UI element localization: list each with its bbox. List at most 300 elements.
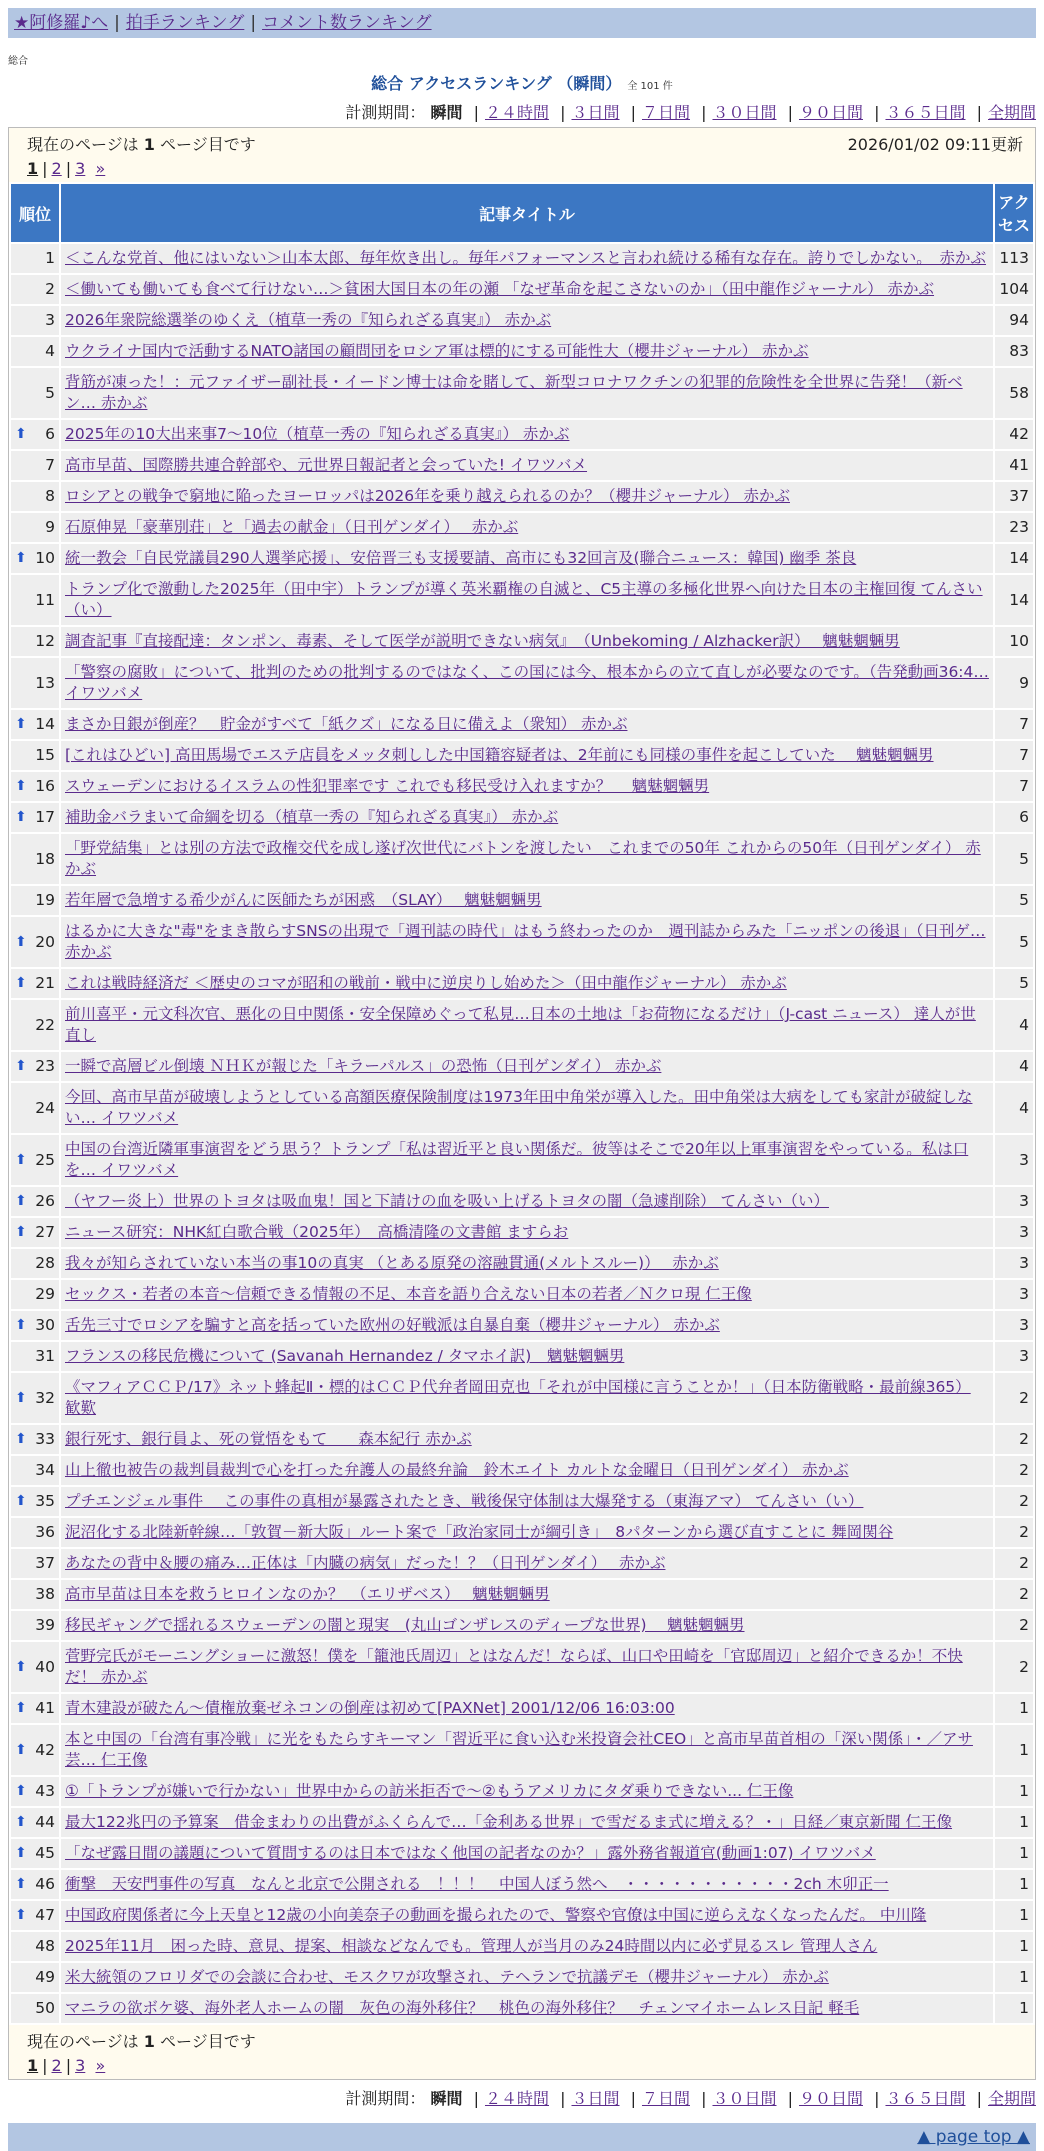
article-link[interactable]: 米大統領のフロリダでの会談に合わせ、モスクワが攻撃され、テヘランで抗議デモ（櫻井ジャーナル） 赤かぶ xyxy=(65,1968,829,1986)
rank-cell xyxy=(11,275,59,304)
rank-number: 29 xyxy=(35,1285,55,1303)
title-cell xyxy=(61,1694,993,1723)
table-row xyxy=(11,1694,1033,1723)
article-link[interactable]: ロシアとの戦争で窮地に陥ったヨーロッパは2026年を乗り越えられるのか？（櫻井ジャーナル） 赤かぶ xyxy=(65,487,790,505)
article-link[interactable]: 衝撃 天安門事件の写真 なんと北京で公開される ！！！ 中国人ぼう然へ ・・・・・・・・・・・2ch 木卯正一 xyxy=(65,1875,889,1893)
article-link[interactable]: 最大122兆円の予算案 借金まわりの出費がふくらんで…「金利ある世界」で雪だるま式に増える？・」日経／東京新聞 仁王像 xyxy=(65,1813,953,1831)
rank-cell xyxy=(11,482,59,511)
article-link[interactable]: 中国の台湾近隣軍事演習をどう思う？トランプ「私は習近平と良い関係だ。彼等はそこで20年以上軍事演習をやっている。私は口を… イワツバメ xyxy=(65,1140,969,1179)
rank-cell xyxy=(11,1083,59,1133)
table-row xyxy=(11,834,1033,884)
table-row xyxy=(11,1580,1033,1609)
access-count: 23 xyxy=(995,513,1033,542)
access-count: 3 xyxy=(995,1135,1033,1185)
period-label: 計測期間： xyxy=(345,103,426,122)
article-link[interactable]: はるかに大きな"毒"をまき散らすSNSの出現で「週刊誌の時代」はもう終わったのか 週刊誌からみた「ニッポンの後退」（日刊ゲ… 赤かぶ xyxy=(65,922,986,961)
rank-cell xyxy=(11,886,59,915)
rank-number: 22 xyxy=(35,1015,55,1034)
rank-number: 37 xyxy=(35,1554,55,1572)
rank-number: 2 xyxy=(45,280,55,298)
article-link[interactable]: 背筋が凍った！：元ファイザー副社長・イードン博士は命を賭して、新型コロナワクチンの犯罪的危険性を全世界に告発！（新ベン… 赤かぶ xyxy=(65,373,963,412)
article-link[interactable]: これは戦時経済だ ＜歴史のコマが昭和の戦前・戦中に逆戻りし始めた＞（田中龍作ジャーナル） 赤かぶ xyxy=(65,974,787,992)
article-link[interactable]: 石原伸晃「豪華別荘」と「過去の献金」（日刊ゲンダイ） 赤かぶ xyxy=(65,518,519,536)
rank-number: 23 xyxy=(35,1057,55,1075)
rank-cell xyxy=(11,1373,59,1423)
up-arrow-icon: ⬆ xyxy=(15,716,27,732)
page-info-bottom xyxy=(9,2025,1035,2054)
table-row xyxy=(11,306,1033,335)
title-cell xyxy=(61,544,993,573)
title-cell xyxy=(61,1901,993,1930)
rank-cell xyxy=(11,1580,59,1609)
title-cell xyxy=(61,513,993,542)
table-row xyxy=(11,1456,1033,1485)
table-row xyxy=(11,482,1033,511)
period-current: 瞬間 xyxy=(430,2089,463,2108)
title-cell xyxy=(61,1777,993,1806)
article-link[interactable]: 「警察の腐敗」について、批判のための批判するのではなく、この国には今、根本からの立て直しが必要なのです。（告発動画36:4… イワツバメ xyxy=(65,663,989,702)
article-link[interactable]: ＜こんな党首、他にはいない＞山本太郎、毎年炊き出し。毎年パフォーマンスと言われ続ける稀有な存在。誇りでしかない。 赤かぶ xyxy=(65,249,987,267)
article-link[interactable]: （ヤフー炎上）世界のトヨタは吸血鬼！国と下請けの血を吸い上げるトヨタの闇（急遽削除） てんさい（い） xyxy=(65,1192,829,1210)
table-row xyxy=(11,1218,1033,1247)
ranking-title: 総合 アクセスランキング （瞬間） xyxy=(371,74,622,93)
access-count: 94 xyxy=(995,306,1033,335)
rank-number: 32 xyxy=(35,1388,55,1407)
access-count: 2 xyxy=(995,1487,1033,1516)
up-arrow-icon: ⬆ xyxy=(15,1783,27,1799)
access-count: 2 xyxy=(995,1580,1033,1609)
period-link-365d[interactable]: ３６５日間 xyxy=(885,103,966,122)
rank-cell xyxy=(11,1901,59,1930)
table-row xyxy=(11,1611,1033,1640)
rank-number: 11 xyxy=(35,590,55,609)
rank-cell xyxy=(11,710,59,739)
table-row xyxy=(11,1311,1033,1340)
title-cell xyxy=(61,1218,993,1247)
up-arrow-icon: ⬆ xyxy=(15,1058,27,1074)
pager-link-3[interactable]: 3 xyxy=(75,159,86,178)
table-row xyxy=(11,1342,1033,1371)
title-cell xyxy=(61,1642,993,1692)
access-count: 41 xyxy=(995,451,1033,480)
pager-link-3[interactable]: 3 xyxy=(75,2056,86,2075)
access-count: 14 xyxy=(995,544,1033,573)
rank-cell xyxy=(11,544,59,573)
article-link[interactable]: 高市早苗は日本を救うヒロインなのか？ （エリザベス） 魑魅魍魎男 xyxy=(65,1585,550,1603)
pager-link-2[interactable]: 2 xyxy=(51,159,62,178)
rank-number: 13 xyxy=(35,673,55,692)
table-row xyxy=(11,886,1033,915)
title-cell xyxy=(61,1311,993,1340)
rank-number: 47 xyxy=(35,1906,55,1924)
table-row xyxy=(11,1135,1033,1185)
rank-number: 46 xyxy=(35,1875,55,1893)
article-link[interactable]: 前川喜平・元文科次官、悪化の日中関係・安全保障めぐって私見…日本の土地は「お荷物になるだけ」（J-cast ニュース） 達人が世直し xyxy=(65,1005,976,1044)
rank-number: 33 xyxy=(35,1430,55,1448)
access-count: 1 xyxy=(995,1870,1033,1899)
rank-cell xyxy=(11,1725,59,1775)
period-link-24h[interactable]: ２４時間 xyxy=(484,2089,549,2108)
access-count: 4 xyxy=(995,1052,1033,1081)
article-link[interactable]: 若年層で急増する希少がんに医師たちが困惑 （SLAY） 魑魅魍魎男 xyxy=(65,891,542,909)
table-row xyxy=(11,1932,1033,1961)
rank-cell xyxy=(11,1839,59,1868)
access-count: 4 xyxy=(995,1083,1033,1133)
title-cell xyxy=(61,710,993,739)
rank-number: 18 xyxy=(35,849,55,868)
rank-cell xyxy=(11,420,59,449)
rank-cell xyxy=(11,306,59,335)
article-link[interactable]: セックス・若者の本音〜信頼できる情報の不足、本音を語り合えない日本の若者／Ｎクロ現 仁王像 xyxy=(65,1285,752,1303)
updated-time: 2026/01/02 09:11更新 xyxy=(847,135,1023,154)
rank-number: 5 xyxy=(45,383,55,402)
title-cell xyxy=(61,1052,993,1081)
article-link[interactable]: ＜働いても働いても食べて行けない…＞貧困大国日本の年の瀬 「なぜ革命を起こさないのか」（田中龍作ジャーナル） 赤かぶ xyxy=(65,280,935,298)
up-arrow-icon: ⬆ xyxy=(15,1741,27,1758)
up-arrow-icon: ⬆ xyxy=(15,550,27,566)
rank-cell xyxy=(11,1808,59,1837)
article-link[interactable]: 中国政府関係者に今上天皇と12歳の小向美奈子の動画を撮られたので、警察や官僚は中国に逆らえなくなったんだ。 中川隆 xyxy=(65,1906,927,1924)
rank-cell xyxy=(11,1425,59,1454)
article-link[interactable]: 今回、高市早苗が破壊しようとしている高額医療保険制度は1973年田中角栄が導入した。田中角栄は大病をしても家計が破綻しない… イワツバメ xyxy=(65,1088,973,1127)
rank-cell xyxy=(11,575,59,625)
nav-link-asyura[interactable]: ★阿修羅♪へ xyxy=(14,13,109,33)
access-count: 1 xyxy=(995,1963,1033,1992)
up-arrow-icon: ⬆ xyxy=(15,1151,27,1168)
title-cell xyxy=(61,575,993,625)
table-row xyxy=(11,658,1033,708)
title-cell xyxy=(61,772,993,801)
pager-link-2[interactable]: 2 xyxy=(51,2056,62,2075)
up-arrow-icon: ⬆ xyxy=(15,1876,27,1892)
table-row xyxy=(11,275,1033,304)
title-cell xyxy=(61,1249,993,1278)
rank-number: 45 xyxy=(35,1844,55,1862)
access-count: 6 xyxy=(995,803,1033,832)
up-arrow-icon: ⬆ xyxy=(15,975,27,991)
rank-number: 31 xyxy=(35,1347,55,1365)
ranking-box xyxy=(8,127,1036,2080)
period-link-7d[interactable]: ７日間 xyxy=(641,103,690,122)
article-link[interactable]: [これはひどい] 高田馬場でエステ店員をメッタ刺しした中国籍容疑者は、2年前にも同様の事件を起こしていた 魑魅魍魎男 xyxy=(65,746,934,764)
rank-number: 3 xyxy=(45,311,55,329)
article-link[interactable]: 「野党結集」とは別の方法で政権交代を成し遂げ次世代にバトンを渡したい これまでの50年 これからの50年（日刊ゲンダイ） 赤かぶ xyxy=(65,839,981,878)
pager-current: 1 xyxy=(27,2056,39,2075)
access-count: 113 xyxy=(995,244,1033,273)
title-cell xyxy=(61,1280,993,1309)
ranking-rows xyxy=(11,244,1033,2023)
rank-cell xyxy=(11,1342,59,1371)
up-arrow-icon: ⬆ xyxy=(15,1193,27,1209)
article-link[interactable]: 2026年衆院総選挙のゆくえ（植草一秀の『知られざる真実』） 赤かぶ xyxy=(65,311,552,329)
top-nav xyxy=(8,8,1036,38)
rank-cell xyxy=(11,1000,59,1050)
rank-cell xyxy=(11,1187,59,1216)
rank-number: 34 xyxy=(35,1461,55,1479)
table-row xyxy=(11,1187,1033,1216)
pager-current: 1 xyxy=(27,159,39,178)
rank-number: 8 xyxy=(45,487,55,505)
rank-number: 25 xyxy=(35,1150,55,1169)
article-link[interactable]: あなたの背中＆腰の痛み…正体は「内臓の病気」だった！？（日刊ゲンダイ） 赤かぶ xyxy=(65,1554,666,1572)
table-row xyxy=(11,1963,1033,1992)
rank-number: 28 xyxy=(35,1254,55,1272)
page-top-link[interactable]: ▲ page top ▲ xyxy=(917,2127,1030,2147)
period-link-365d[interactable]: ３６５日間 xyxy=(885,2089,966,2108)
access-count: 3 xyxy=(995,1311,1033,1340)
title-cell xyxy=(61,1839,993,1868)
title-cell xyxy=(61,1187,993,1216)
rank-cell xyxy=(11,1932,59,1961)
access-count: 3 xyxy=(995,1218,1033,1247)
article-link[interactable]: 青木建設が破たん～債権放棄ゼネコンの倒産は初めて[PAXNet] 2001/12/06 16:03:00 xyxy=(65,1699,675,1717)
access-count: 104 xyxy=(995,275,1033,304)
pager-next[interactable]: » xyxy=(95,2056,106,2075)
access-count: 4 xyxy=(995,1000,1033,1050)
table-row xyxy=(11,1373,1033,1423)
period-link-3d[interactable]: ３日間 xyxy=(571,103,620,122)
access-count: 5 xyxy=(995,834,1033,884)
article-link[interactable]: まさか日銀が倒産？ 貯金がすべて「紙クズ」になる日に備えよ（衆知） 赤かぶ xyxy=(65,715,628,733)
rank-number: 15 xyxy=(35,746,55,764)
up-arrow-icon: ⬆ xyxy=(15,1431,27,1447)
rank-number: 39 xyxy=(35,1616,55,1634)
up-arrow-icon: ⬆ xyxy=(15,1389,27,1406)
rank-cell xyxy=(11,1487,59,1516)
article-link[interactable]: 調査記事『直接配達：タンポン、毒素、そして医学が説明できない病気』 （Unbekoming / Alzhacker訳） 魑魅魍魎男 xyxy=(65,632,900,650)
access-count: 1 xyxy=(995,1725,1033,1775)
rank-number: 43 xyxy=(35,1782,55,1800)
title-cell xyxy=(61,1518,993,1547)
title-cell xyxy=(61,482,993,511)
rank-number: 44 xyxy=(35,1813,55,1831)
up-arrow-icon: ⬆ xyxy=(15,933,27,950)
article-link[interactable]: ニュース研究：NHK紅白歌合戦（2025年） 高橋清隆の文書館 ますらお xyxy=(65,1223,569,1241)
rank-number: 42 xyxy=(35,1740,55,1759)
access-count: 1 xyxy=(995,1901,1033,1930)
table-row xyxy=(11,1870,1033,1899)
up-arrow-icon: ⬆ xyxy=(15,1317,27,1333)
rank-cell xyxy=(11,1694,59,1723)
title-cell xyxy=(61,1580,993,1609)
rank-cell xyxy=(11,1135,59,1185)
article-link[interactable]: 我々が知らされていない本当の事10の真実 （とある原発の溶融貫通(メルトスルー)） 赤かぶ xyxy=(65,1254,719,1272)
article-link[interactable]: プチエンジェル事件 この事件の真相が暴露されたとき、戦後保守体制は大爆発する（東海アマ） てんさい（い） xyxy=(65,1492,864,1510)
title-cell xyxy=(61,1456,993,1485)
access-count: 5 xyxy=(995,886,1033,915)
access-count: 2 xyxy=(995,1518,1033,1547)
rank-cell xyxy=(11,1218,59,1247)
access-count: 1 xyxy=(995,1994,1033,2023)
up-arrow-icon: ⬆ xyxy=(15,1907,27,1923)
ranking-table xyxy=(9,182,1035,2025)
table-row xyxy=(11,1839,1033,1868)
total-count: 全 101 件 xyxy=(627,81,673,92)
rank-number: 16 xyxy=(35,777,55,795)
rank-number: 20 xyxy=(35,932,55,951)
article-link[interactable]: トランプ化で激動した2025年（田中宇）トランプが導く英米覇権の自滅と、C5主導の多極化世界へ向けた日本の主権回復 てんさい（い） xyxy=(65,580,983,619)
rank-number: 49 xyxy=(35,1968,55,1986)
period-link-90d[interactable]: ９０日間 xyxy=(798,103,863,122)
access-count: 7 xyxy=(995,772,1033,801)
access-count: 10 xyxy=(995,627,1033,656)
title-cell xyxy=(61,337,993,366)
page-title xyxy=(0,71,1044,94)
rank-cell xyxy=(11,658,59,708)
up-arrow-icon: ⬆ xyxy=(15,1658,27,1675)
up-arrow-icon: ⬆ xyxy=(15,1814,27,1830)
title-cell xyxy=(61,306,993,335)
article-link[interactable]: 高市早苗、国際勝共連合幹部や、元世界日報記者と会っていた! イワツバメ xyxy=(65,456,588,474)
access-count: 1 xyxy=(995,1808,1033,1837)
rank-cell xyxy=(11,1642,59,1692)
access-count: 3 xyxy=(995,1249,1033,1278)
period-link-all[interactable]: 全期間 xyxy=(987,2089,1036,2108)
header-rank: 順位 xyxy=(11,184,59,242)
article-link[interactable]: ①「トランプが嫌いで行かない」世界中からの訪米拒否で～②もうアメリカにタダ乗りできない... 仁王像 xyxy=(65,1782,794,1800)
rank-number: 12 xyxy=(35,632,55,650)
article-link[interactable]: 補助金バラまいて命綱を切る（植草一秀の『知られざる真実』） 赤かぶ xyxy=(65,808,559,826)
article-link[interactable]: 「なぜ露日間の議題について質問するのは日本ではなく他国の記者なのか？」露外務省報道官(動画1:07) イワツバメ xyxy=(65,1844,876,1862)
rank-cell xyxy=(11,803,59,832)
table-row xyxy=(11,710,1033,739)
table-row xyxy=(11,803,1033,832)
access-count: 5 xyxy=(995,969,1033,998)
title-cell xyxy=(61,1000,993,1050)
title-cell xyxy=(61,741,993,770)
rank-number: 38 xyxy=(35,1585,55,1603)
table-row xyxy=(11,917,1033,967)
title-cell xyxy=(61,1342,993,1371)
access-count: 37 xyxy=(995,482,1033,511)
rank-cell xyxy=(11,451,59,480)
rank-number: 24 xyxy=(35,1098,55,1117)
period-link-30d[interactable]: ３０日間 xyxy=(712,2089,777,2108)
rank-number: 6 xyxy=(45,425,55,443)
title-cell xyxy=(61,1611,993,1640)
article-link[interactable]: 移民ギャングで揺れるスウェーデンの闇と現実 (丸山ゴンザレスのディープな世界) 魑魅魍魎男 xyxy=(65,1616,745,1634)
nav-link-comment-ranking[interactable]: コメント数ランキング xyxy=(262,13,432,33)
table-row xyxy=(11,337,1033,366)
period-link-3d[interactable]: ３日間 xyxy=(571,2089,620,2108)
article-link[interactable]: 山上徹也被告の裁判員裁判で心を打った弁護人の最終弁論 鈴木エイト カルトな金曜日（日刊ゲンダイ） 赤かぶ xyxy=(65,1461,849,1479)
article-link[interactable]: 2025年11月 困った時、意見、提案、相談などなんでも。管理人が当月のみ24時間以内に必ず見るスレ 管理人さん xyxy=(65,1937,878,1955)
rank-cell xyxy=(11,244,59,273)
article-link[interactable]: 菅野完氏がモーニングショーに激怒！僕を「籠池氏周辺」とはなんだ！ならば、山口や田崎を「官邸周辺」と紹介できるか！不快だ！ 赤かぶ xyxy=(65,1647,963,1686)
table-row xyxy=(11,1052,1033,1081)
period-link-30d[interactable]: ３０日間 xyxy=(712,103,777,122)
rank-cell xyxy=(11,741,59,770)
table-row xyxy=(11,1249,1033,1278)
access-count: 58 xyxy=(995,368,1033,418)
rank-number: 4 xyxy=(45,342,55,360)
access-count: 5 xyxy=(995,917,1033,967)
access-count: 3 xyxy=(995,1187,1033,1216)
article-link[interactable]: 《マフィアＣＣＰ/17》ネット蜂起Ⅱ・標的はＣＣＰ代弁者岡田克也「それが中国様に言うことか！」（日本防衛戦略・最前線365） 歓歎 xyxy=(65,1378,971,1417)
period-link-90d[interactable]: ９０日間 xyxy=(798,2089,863,2108)
period-link-7d[interactable]: ７日間 xyxy=(641,2089,690,2108)
article-link[interactable]: 統一教会「自民党議員290人選挙応援」、安倍晋三も支援要請、高市にも32回言及(聯合ニュース：韓国) 幽季 茶良 xyxy=(65,549,857,567)
title-cell xyxy=(61,627,993,656)
article-link[interactable]: 2025年の10大出来事7～10位（植草一秀の『知られざる真実』） 赤かぶ xyxy=(65,425,570,443)
title-cell xyxy=(61,1870,993,1899)
nav-separator: | xyxy=(114,13,120,33)
period-label: 計測期間： xyxy=(345,2089,426,2108)
period-link-24h[interactable]: ２４時間 xyxy=(484,103,549,122)
period-current: 瞬間 xyxy=(430,103,463,122)
article-link[interactable]: 銀行死す、銀行員よ、死の覚悟をもて 森本紀行 赤かぶ xyxy=(65,1430,472,1448)
access-count: 1 xyxy=(995,1694,1033,1723)
rank-number: 9 xyxy=(45,518,55,536)
access-count: 2 xyxy=(995,1373,1033,1423)
table-row xyxy=(11,1549,1033,1578)
rank-number: 21 xyxy=(35,974,55,992)
rank-number: 41 xyxy=(35,1699,55,1717)
access-count: 83 xyxy=(995,337,1033,366)
pager-next[interactable]: » xyxy=(95,159,106,178)
title-cell xyxy=(61,420,993,449)
up-arrow-icon: ⬆ xyxy=(15,1845,27,1861)
rank-number: 7 xyxy=(45,456,55,474)
article-link[interactable]: スウェーデンにおけるイスラムの性犯罪率です これでも移民受け入れますか？ 魑魅魍魎男 xyxy=(65,777,710,795)
article-link[interactable]: 泥沼化する北陸新幹線…「敦賀－新大阪」ルート案で「政治家同士が綱引き」 8パターンから選び直すことに 舞岡関谷 xyxy=(65,1523,894,1541)
table-row xyxy=(11,1642,1033,1692)
title-cell xyxy=(61,1425,993,1454)
rank-cell xyxy=(11,1963,59,1992)
title-cell xyxy=(61,1549,993,1578)
rank-cell xyxy=(11,368,59,418)
title-cell xyxy=(61,1994,993,2023)
period-selector-top: 計測期間： 瞬間 | ２４時間 | ３日間 | ７日間 | ３０日間 | ９０日間 | ３６５日間 | 全期間 xyxy=(345,103,1036,122)
title-cell xyxy=(61,1963,993,1992)
title-cell xyxy=(61,803,993,832)
article-link[interactable]: フランスの移民危機について (Savanah Hernandez / タマホイ訳) 魑魅魍魎男 xyxy=(65,1347,625,1365)
period-selector-bottom: 計測期間： 瞬間 | ２４時間 | ３日間 | ７日間 | ３０日間 | ９０日間 | ３６５日間 | 全期間 xyxy=(345,2089,1036,2108)
nav-separator: | xyxy=(250,13,257,33)
article-link[interactable]: 一瞬で高層ビル倒壊 ＮＨＫが報じた「キラーパルス」の恐怖（日刊ゲンダイ） 赤かぶ xyxy=(65,1057,662,1075)
rank-cell xyxy=(11,337,59,366)
rank-cell xyxy=(11,772,59,801)
table-row xyxy=(11,451,1033,480)
title-cell xyxy=(61,1373,993,1423)
period-link-all[interactable]: 全期間 xyxy=(987,103,1036,122)
article-link[interactable]: 舌先三寸でロシアを騙すと高を括っていた欧州の好戦派は自暴自棄（櫻井ジャーナル） 赤かぶ xyxy=(65,1316,720,1334)
rank-number: 35 xyxy=(35,1492,55,1510)
table-row xyxy=(11,1777,1033,1806)
access-count: 2 xyxy=(995,1549,1033,1578)
table-row xyxy=(11,420,1033,449)
table-row xyxy=(11,627,1033,656)
table-row xyxy=(11,1901,1033,1930)
article-link[interactable]: マニラの欲ボケ婆、海外老人ホームの闇 灰色の海外移住？ 桃色の海外移住？ チェンマイホームレス日記 軽毛 xyxy=(65,1999,860,2017)
table-row xyxy=(11,741,1033,770)
access-count: 1 xyxy=(995,1932,1033,1961)
article-link[interactable]: ウクライナ国内で活動するNATO諸国の顧問団をロシア軍は標的にする可能性大（櫻井ジャーナル） 赤かぶ xyxy=(65,342,809,360)
nav-link-clap-ranking[interactable]: 拍手ランキング xyxy=(125,13,245,33)
table-row xyxy=(11,575,1033,625)
table-row xyxy=(11,544,1033,573)
table-row xyxy=(11,1518,1033,1547)
title-cell xyxy=(61,1725,993,1775)
table-row xyxy=(11,244,1033,273)
up-arrow-icon: ⬆ xyxy=(15,1493,27,1509)
table-row xyxy=(11,1280,1033,1309)
rank-cell xyxy=(11,1280,59,1309)
pager-top: 1 | 2 | 3 » xyxy=(27,159,106,178)
article-link[interactable]: 本と中国の「台湾有事冷戦」に光をもたらすキーマン「習近平に食い込む米投資会社CEO」と高市早苗首相の「深い関係」・／アサ芸… 仁王像 xyxy=(65,1730,973,1769)
rank-cell xyxy=(11,1249,59,1278)
access-count: 14 xyxy=(995,575,1033,625)
